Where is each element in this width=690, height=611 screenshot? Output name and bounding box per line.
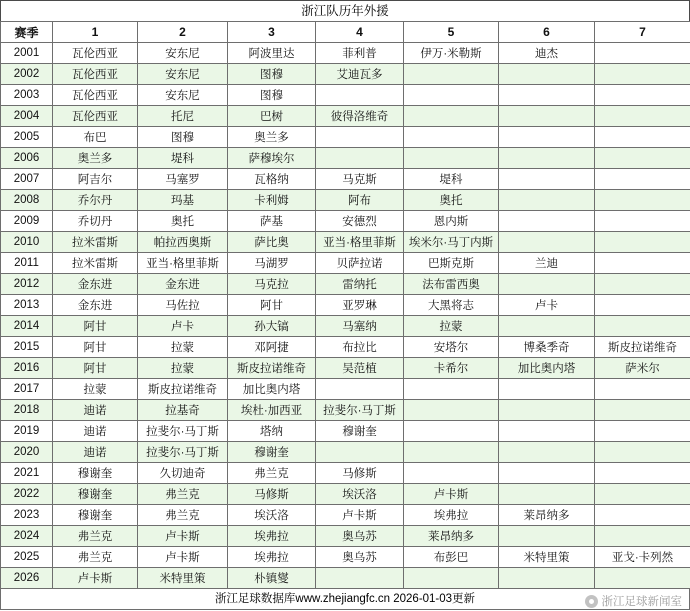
player-cell xyxy=(404,421,499,442)
season-cell: 2007 xyxy=(1,169,53,190)
player-cell: 拉斐尔·马丁斯 xyxy=(138,421,228,442)
season-cell: 2021 xyxy=(1,463,53,484)
player-cell: 马塞罗 xyxy=(138,169,228,190)
player-cell: 萨基 xyxy=(228,211,316,232)
table-row xyxy=(1,148,690,169)
player-cell xyxy=(499,232,595,253)
table-row xyxy=(1,232,690,253)
player-cell xyxy=(316,379,404,400)
player-cell: 拉斐尔·马丁斯 xyxy=(138,442,228,463)
table-row xyxy=(1,316,690,337)
player-cell: 马修斯 xyxy=(228,484,316,505)
player-cell: 图穆 xyxy=(228,64,316,85)
player-cell: 马修斯 xyxy=(316,463,404,484)
table-row xyxy=(1,463,690,484)
player-cell: 菲利普 xyxy=(316,43,404,64)
player-cell: 拉蒙 xyxy=(53,379,138,400)
player-cell xyxy=(404,442,499,463)
table-row xyxy=(1,358,690,379)
player-cell: 斯皮拉诺维奇 xyxy=(595,337,690,358)
player-cell: 埃弗拉 xyxy=(228,547,316,568)
column-header-6: 6 xyxy=(499,22,595,43)
player-cell: 米特里策 xyxy=(499,547,595,568)
table-row xyxy=(1,442,690,463)
player-cell: 吴范植 xyxy=(316,358,404,379)
player-cell: 瓦伦西亚 xyxy=(53,43,138,64)
player-cell xyxy=(499,211,595,232)
season-cell: 2020 xyxy=(1,442,53,463)
player-cell: 阿甘 xyxy=(53,316,138,337)
player-cell: 亚戈·卡列然 xyxy=(595,547,690,568)
player-cell: 萨比奥 xyxy=(228,232,316,253)
player-cell: 拉米雷斯 xyxy=(53,232,138,253)
table-row xyxy=(1,190,690,211)
player-cell xyxy=(595,463,690,484)
player-cell: 法布雷西奥 xyxy=(404,274,499,295)
player-cell xyxy=(316,85,404,106)
player-cell: 安德烈 xyxy=(316,211,404,232)
player-cell: 埃杜·加西亚 xyxy=(228,400,316,421)
watermark-label: 浙江足球新闻室 xyxy=(601,596,682,608)
player-cell: 朴镇燮 xyxy=(228,568,316,589)
player-cell: 迪杰 xyxy=(499,43,595,64)
season-cell: 2018 xyxy=(1,400,53,421)
season-cell: 2011 xyxy=(1,253,53,274)
player-cell: 斯皮拉诺维奇 xyxy=(228,358,316,379)
table-row xyxy=(1,337,690,358)
player-cell xyxy=(595,274,690,295)
player-cell: 阿波里达 xyxy=(228,43,316,64)
player-cell: 奥托 xyxy=(404,190,499,211)
player-cell: 弗兰克 xyxy=(228,463,316,484)
season-cell: 2015 xyxy=(1,337,53,358)
player-cell: 阿甘 xyxy=(53,358,138,379)
player-cell: 巴树 xyxy=(228,106,316,127)
player-cell xyxy=(404,148,499,169)
player-cell xyxy=(499,526,595,547)
table-row xyxy=(1,526,690,547)
player-cell: 马塞纳 xyxy=(316,316,404,337)
player-cell xyxy=(595,526,690,547)
player-cell: 拉斐尔·马丁斯 xyxy=(316,400,404,421)
player-cell xyxy=(316,442,404,463)
player-cell: 亚罗琳 xyxy=(316,295,404,316)
player-cell: 莱昂纳多 xyxy=(499,505,595,526)
player-cell xyxy=(404,400,499,421)
table-row xyxy=(1,295,690,316)
player-cell: 巴斯克斯 xyxy=(404,253,499,274)
player-cell: 奥乌苏 xyxy=(316,526,404,547)
player-cell xyxy=(499,106,595,127)
player-cell xyxy=(499,169,595,190)
player-cell: 穆谢奎 xyxy=(53,484,138,505)
player-cell: 堤科 xyxy=(404,169,499,190)
season-cell: 2012 xyxy=(1,274,53,295)
player-cell: 加比奥内塔 xyxy=(499,358,595,379)
player-cell: 安东尼 xyxy=(138,85,228,106)
player-cell: 堤科 xyxy=(138,148,228,169)
player-cell xyxy=(499,316,595,337)
player-cell: 亚当·格里菲斯 xyxy=(138,253,228,274)
player-cell xyxy=(595,484,690,505)
player-cell: 卢卡斯 xyxy=(138,547,228,568)
column-header-4: 4 xyxy=(316,22,404,43)
player-cell: 布彭巴 xyxy=(404,547,499,568)
player-cell: 金东进 xyxy=(53,274,138,295)
player-cell: 弗兰克 xyxy=(53,547,138,568)
player-cell: 卡利姆 xyxy=(228,190,316,211)
player-cell: 穆谢奎 xyxy=(53,505,138,526)
player-cell: 穆谢奎 xyxy=(228,442,316,463)
player-cell: 弗兰克 xyxy=(138,505,228,526)
season-cell: 2006 xyxy=(1,148,53,169)
player-cell: 乔切丹 xyxy=(53,211,138,232)
player-cell: 瓦格纳 xyxy=(228,169,316,190)
player-cell: 卡希尔 xyxy=(404,358,499,379)
season-cell: 2009 xyxy=(1,211,53,232)
player-cell: 萨米尔 xyxy=(595,358,690,379)
player-cell: 恩内斯 xyxy=(404,211,499,232)
player-cell xyxy=(316,127,404,148)
column-header-2: 2 xyxy=(138,22,228,43)
player-cell xyxy=(595,211,690,232)
player-cell: 瓦伦西亚 xyxy=(53,64,138,85)
player-cell: 迪诺 xyxy=(53,442,138,463)
player-cell: 艾迪瓦多 xyxy=(316,64,404,85)
player-cell: 彼得洛维奇 xyxy=(316,106,404,127)
player-cell xyxy=(499,274,595,295)
player-cell: 萨穆埃尔 xyxy=(228,148,316,169)
player-cell: 久切迪奇 xyxy=(138,463,228,484)
player-cell xyxy=(595,169,690,190)
player-cell xyxy=(499,379,595,400)
player-cell xyxy=(595,43,690,64)
season-cell: 2013 xyxy=(1,295,53,316)
table-row xyxy=(1,274,690,295)
player-cell xyxy=(499,484,595,505)
column-header-5: 5 xyxy=(404,22,499,43)
player-cell: 阿甘 xyxy=(53,337,138,358)
table-row xyxy=(1,211,690,232)
table-row xyxy=(1,169,690,190)
season-cell: 2005 xyxy=(1,127,53,148)
player-cell: 斯皮拉诺维奇 xyxy=(138,379,228,400)
player-cell: 帕拉西奥斯 xyxy=(138,232,228,253)
season-cell: 2019 xyxy=(1,421,53,442)
season-cell: 2026 xyxy=(1,568,53,589)
player-cell xyxy=(595,316,690,337)
player-cell: 安东尼 xyxy=(138,64,228,85)
season-cell: 2004 xyxy=(1,106,53,127)
player-cell: 玛基 xyxy=(138,190,228,211)
player-cell xyxy=(595,190,690,211)
player-cell: 奥托 xyxy=(138,211,228,232)
player-cell: 卢卡斯 xyxy=(138,526,228,547)
table-row xyxy=(1,547,690,568)
player-cell: 埃弗拉 xyxy=(228,526,316,547)
table-row xyxy=(1,568,690,589)
player-cell: 迪诺 xyxy=(53,400,138,421)
table-row xyxy=(1,85,690,106)
player-cell: 埃沃洛 xyxy=(228,505,316,526)
header-row xyxy=(1,22,690,43)
player-cell: 伊万·米勒斯 xyxy=(404,43,499,64)
player-cell: 阿布 xyxy=(316,190,404,211)
player-cell: 邓阿捷 xyxy=(228,337,316,358)
table-body xyxy=(1,43,690,589)
player-cell: 奥乌苏 xyxy=(316,547,404,568)
column-header-3: 3 xyxy=(228,22,316,43)
player-cell: 加比奥内塔 xyxy=(228,379,316,400)
player-cell xyxy=(499,64,595,85)
season-cell: 2025 xyxy=(1,547,53,568)
player-cell: 兰迪 xyxy=(499,253,595,274)
table-row xyxy=(1,253,690,274)
player-cell: 卢卡 xyxy=(138,316,228,337)
player-cell: 卢卡斯 xyxy=(53,568,138,589)
player-cell xyxy=(595,442,690,463)
player-cell: 奥兰多 xyxy=(53,148,138,169)
player-cell: 弗兰克 xyxy=(53,526,138,547)
player-cell: 莱昂纳多 xyxy=(404,526,499,547)
season-cell: 2016 xyxy=(1,358,53,379)
player-cell: 卢卡 xyxy=(499,295,595,316)
player-cell: 布拉比 xyxy=(316,337,404,358)
player-cell xyxy=(499,190,595,211)
player-cell: 奥兰多 xyxy=(228,127,316,148)
table-row xyxy=(1,64,690,85)
table-row xyxy=(1,127,690,148)
table-row xyxy=(1,379,690,400)
player-cell: 雷纳托 xyxy=(316,274,404,295)
season-cell: 2002 xyxy=(1,64,53,85)
player-cell xyxy=(595,505,690,526)
eye-icon xyxy=(585,595,598,608)
player-cell: 安塔尔 xyxy=(404,337,499,358)
season-cell: 2001 xyxy=(1,43,53,64)
player-cell: 图穆 xyxy=(228,85,316,106)
table-row xyxy=(1,421,690,442)
player-cell: 安东尼 xyxy=(138,43,228,64)
player-cell xyxy=(595,232,690,253)
player-cell: 马佐拉 xyxy=(138,295,228,316)
player-cell xyxy=(404,85,499,106)
season-cell: 2008 xyxy=(1,190,53,211)
player-cell xyxy=(595,64,690,85)
table-row xyxy=(1,400,690,421)
player-cell: 阿甘 xyxy=(228,295,316,316)
player-cell xyxy=(595,568,690,589)
player-cell: 拉蒙 xyxy=(138,337,228,358)
player-cell: 阿吉尔 xyxy=(53,169,138,190)
season-cell: 2022 xyxy=(1,484,53,505)
player-cell: 托尼 xyxy=(138,106,228,127)
player-cell xyxy=(595,295,690,316)
player-cell xyxy=(595,148,690,169)
player-cell xyxy=(595,253,690,274)
player-cell: 马克拉 xyxy=(228,274,316,295)
player-cell: 马湖罗 xyxy=(228,253,316,274)
player-cell: 埃沃洛 xyxy=(316,484,404,505)
player-cell: 金东进 xyxy=(138,274,228,295)
player-cell xyxy=(316,568,404,589)
player-cell: 卢卡斯 xyxy=(404,484,499,505)
player-cell: 拉米雷斯 xyxy=(53,253,138,274)
player-cell xyxy=(595,127,690,148)
watermark xyxy=(585,593,683,609)
player-cell xyxy=(404,106,499,127)
season-cell: 2003 xyxy=(1,85,53,106)
player-cell: 贝萨拉诺 xyxy=(316,253,404,274)
player-cell: 卢卡斯 xyxy=(316,505,404,526)
player-cell xyxy=(595,421,690,442)
player-cell xyxy=(499,568,595,589)
footer-source: 浙江足球数据库www.zhejiangfc.cn 2026-01-03更新 xyxy=(0,589,690,610)
column-header-1: 1 xyxy=(53,22,138,43)
player-cell: 埃米尔·马丁内斯 xyxy=(404,232,499,253)
player-cell xyxy=(595,400,690,421)
player-cell xyxy=(404,127,499,148)
table-header xyxy=(1,22,690,43)
player-cell: 拉蒙 xyxy=(404,316,499,337)
player-cell: 穆谢奎 xyxy=(53,463,138,484)
player-cell: 瓦伦西亚 xyxy=(53,106,138,127)
player-cell xyxy=(404,64,499,85)
table-row xyxy=(1,43,690,64)
player-cell: 迪诺 xyxy=(53,421,138,442)
page-title: 浙江队历年外援 xyxy=(0,0,690,21)
player-cell xyxy=(499,127,595,148)
player-cell: 布巴 xyxy=(53,127,138,148)
table-row xyxy=(1,505,690,526)
player-cell: 穆谢奎 xyxy=(316,421,404,442)
table-row xyxy=(1,484,690,505)
player-cell xyxy=(499,442,595,463)
season-cell: 2017 xyxy=(1,379,53,400)
player-cell: 大黑将志 xyxy=(404,295,499,316)
player-cell: 米特里策 xyxy=(138,568,228,589)
player-cell: 瓦伦西亚 xyxy=(53,85,138,106)
player-cell xyxy=(499,400,595,421)
player-cell: 塔纳 xyxy=(228,421,316,442)
player-cell: 金东进 xyxy=(53,295,138,316)
player-cell xyxy=(499,463,595,484)
player-cell xyxy=(595,85,690,106)
foreign-players-table xyxy=(0,21,690,589)
player-cell: 亚当·格里菲斯 xyxy=(316,232,404,253)
player-cell: 博桑季奇 xyxy=(499,337,595,358)
player-cell: 马克斯 xyxy=(316,169,404,190)
player-cell xyxy=(404,463,499,484)
player-cell: 拉蒙 xyxy=(138,358,228,379)
column-header-7: 7 xyxy=(595,22,690,43)
season-cell: 2014 xyxy=(1,316,53,337)
player-cell xyxy=(499,148,595,169)
player-cell: 弗兰克 xyxy=(138,484,228,505)
player-cell: 图穆 xyxy=(138,127,228,148)
player-cell: 孙大镐 xyxy=(228,316,316,337)
player-cell xyxy=(316,148,404,169)
player-cell xyxy=(499,85,595,106)
column-header-season: 赛季 xyxy=(1,22,53,43)
table-row xyxy=(1,106,690,127)
season-cell: 2023 xyxy=(1,505,53,526)
player-cell: 乔尔丹 xyxy=(53,190,138,211)
player-cell xyxy=(404,379,499,400)
player-cell xyxy=(404,568,499,589)
season-cell: 2010 xyxy=(1,232,53,253)
player-cell xyxy=(595,379,690,400)
player-cell xyxy=(499,421,595,442)
player-cell: 埃弗拉 xyxy=(404,505,499,526)
season-cell: 2024 xyxy=(1,526,53,547)
player-cell: 拉基奇 xyxy=(138,400,228,421)
player-cell xyxy=(595,106,690,127)
